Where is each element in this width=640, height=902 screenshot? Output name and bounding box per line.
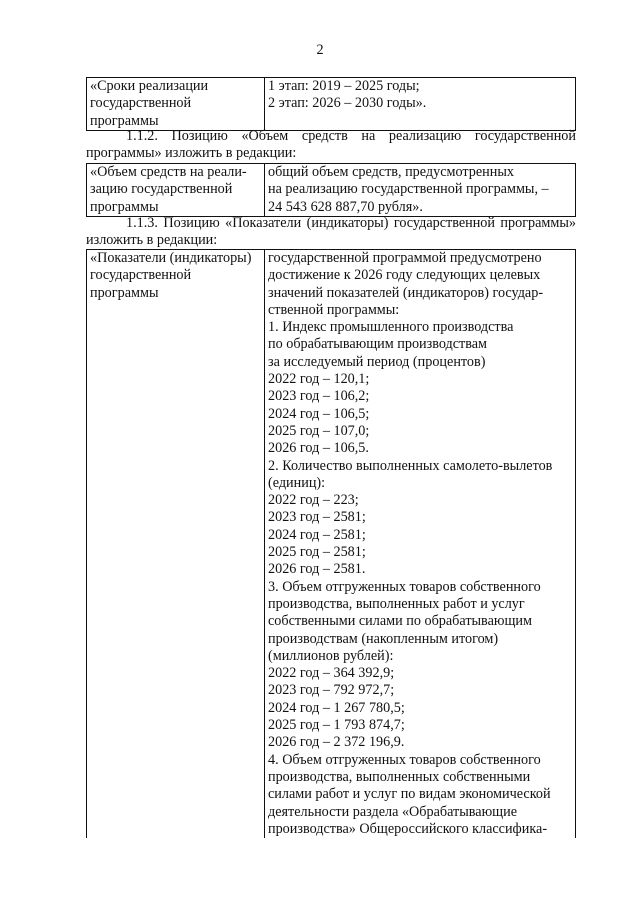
cell-line: производства, выполненных работ и услуг [268, 595, 525, 612]
cell-line: 24 543 628 887,70 рубля». [268, 198, 423, 215]
cell-line: (миллионов рублей): [268, 647, 394, 664]
cell-line: 2024 год – 1 267 780,5; [268, 699, 405, 716]
cell-line: 2025 год – 107,0; [268, 422, 370, 439]
cell-line: 2 этап: 2026 – 2030 годы». [268, 95, 427, 112]
cell-line: общий объем средств, предусмотренных [268, 164, 514, 180]
cell-line: 2. Количество выполненных самолето-вылетов [268, 457, 553, 474]
cell-line: государственной [90, 267, 192, 284]
cell-line: государственной программой предусмотрено [268, 250, 542, 266]
cell-line: значений показателей (индикаторов) государ- [268, 284, 544, 301]
funding-label-cell [87, 164, 265, 217]
cell-line: ственной программы: [268, 301, 400, 318]
cell-line: 2025 год – 1 793 874,7; [268, 717, 405, 734]
cell-line: собственными силами по обрабатывающим [268, 613, 532, 630]
table-row [87, 250, 576, 839]
cell-line: 2026 год – 106,5. [268, 440, 369, 457]
table-row [87, 78, 576, 131]
cell-line: производства» Общероссийского классифика- [268, 820, 548, 837]
cell-line: «Показатели (индикаторы) [90, 250, 252, 266]
cell-line: на реализацию государственной программы, – [268, 181, 549, 198]
cell-line: 3. Объем отгруженных товаров собственного [268, 578, 541, 595]
cell-line: 2026 год – 2 372 196,9. [268, 734, 405, 751]
cell-line: производствам (накопленным итогом) [268, 630, 499, 647]
paragraph-1-1-2 [86, 128, 576, 163]
terms-value-cell [265, 78, 576, 131]
paragraph-line: 1.1.2. Позицию «Объем средств на реализацию государственной [126, 128, 576, 144]
cell-line: 1 этап: 2019 – 2025 годы; [268, 78, 420, 94]
funding-table [86, 163, 576, 217]
paragraph-line: изложить в редакции: [86, 232, 218, 249]
cell-line: 2024 год – 106,5; [268, 405, 370, 422]
cell-line: 2022 год – 120,1; [268, 371, 370, 388]
cell-line: 4. Объем отгруженных товаров собственного [268, 751, 541, 768]
cell-line: программы [90, 112, 159, 129]
cell-line: деятельности раздела «Обрабатывающие [268, 803, 517, 820]
table-row [87, 164, 576, 217]
cell-line: (единиц): [268, 474, 326, 491]
cell-line: 2023 год – 792 972,7; [268, 682, 395, 699]
cell-line: 2025 год – 2581; [268, 544, 366, 561]
cell-line: достижение к 2026 году следующих целевых [268, 267, 541, 284]
funding-value-cell [265, 164, 576, 217]
cell-line: 2023 год – 106,2; [268, 388, 370, 405]
cell-line: 2022 год – 364 392,9; [268, 665, 395, 682]
cell-line: программы [90, 198, 159, 215]
cell-line: 1. Индекс промышленного производства [268, 319, 514, 336]
cell-line: за исследуемый период (процентов) [268, 353, 486, 370]
terms-table [86, 77, 576, 131]
cell-line: 2024 год – 2581; [268, 526, 366, 543]
indicators-value-cell [265, 250, 576, 839]
indicators-label-cell [87, 250, 265, 839]
cell-line: 2023 год – 2581; [268, 509, 366, 526]
cell-line: зацию государственной [90, 181, 233, 198]
paragraph-1-1-3 [86, 215, 576, 250]
cell-line: 2022 год – 223; [268, 492, 359, 509]
cell-line: государственной [90, 95, 192, 112]
cell-line: 2026 год – 2581. [268, 561, 366, 578]
cell-line: по обрабатывающим производствам [268, 336, 488, 353]
terms-label-cell [87, 78, 265, 131]
cell-line: «Сроки реализации [90, 78, 209, 94]
paragraph-line: 1.1.3. Позицию «Показатели (индикаторы) государственной программы» [126, 215, 576, 231]
cell-line: программы [90, 284, 159, 301]
cell-line: силами работ и услуг по видам экономической [268, 786, 551, 803]
cell-line: производства, выполненных собственными [268, 768, 531, 785]
paragraph-line: программы» изложить в редакции: [86, 145, 297, 162]
indicators-table [86, 249, 576, 838]
cell-line: «Объем средств на реали- [90, 164, 247, 180]
page-number: 2 [316, 42, 324, 58]
